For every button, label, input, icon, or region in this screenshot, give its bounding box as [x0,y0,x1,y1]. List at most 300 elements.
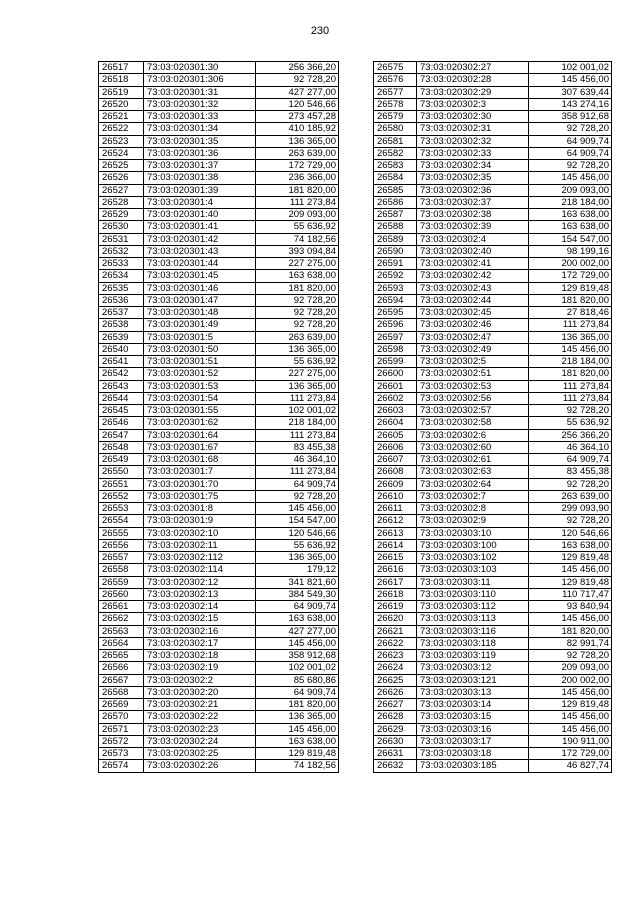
cadastral-value-cell: 64 909,74 [529,147,612,159]
table-row [99,172,339,184]
table-row [374,368,612,380]
cadastral-value-cell: 102 001,02 [256,662,339,674]
table-row [99,258,339,270]
row-number-cell: 26576 [374,74,417,86]
row-number-cell: 26544 [99,392,144,404]
cadastral-number-cell: 73:03:020301:43 [144,245,256,257]
row-number-cell: 26610 [374,490,417,502]
row-number-cell: 26632 [374,760,417,772]
row-number-cell: 26521 [99,111,144,123]
cadastral-number-cell: 73:03:020302:40 [417,245,529,257]
table-row [99,588,339,600]
row-number-cell: 26602 [374,392,417,404]
cadastral-value-cell: 145 456,00 [256,503,339,515]
table-row [99,503,339,515]
table-row [99,515,339,527]
cadastral-value-cell: 145 456,00 [529,343,612,355]
cadastral-value-cell: 74 182,56 [256,233,339,245]
cadastral-value-cell: 145 456,00 [256,637,339,649]
row-number-cell: 26600 [374,368,417,380]
cadastral-value-cell: 181 820,00 [256,699,339,711]
row-number-cell: 26546 [99,417,144,429]
table-row [374,62,612,74]
cadastral-value-cell: 263 639,00 [256,331,339,343]
cadastral-value-cell: 181 820,00 [256,184,339,196]
row-number-cell: 26624 [374,662,417,674]
table-row [99,552,339,564]
table-row [374,331,612,343]
row-number-cell: 26523 [99,135,144,147]
row-number-cell: 26538 [99,319,144,331]
cadastral-number-cell: 73:03:020302:45 [417,307,529,319]
table-row [99,98,339,110]
cadastral-number-cell: 73:03:020301:4 [144,196,256,208]
cadastral-number-cell: 73:03:020302:34 [417,160,529,172]
row-number-cell: 26553 [99,503,144,515]
cadastral-number-cell: 73:03:020303:10 [417,527,529,539]
table-row [374,380,612,392]
cadastral-value-cell: 55 636,92 [256,539,339,551]
table-row [374,699,612,711]
table-row [374,245,612,257]
cadastral-number-cell: 73:03:020301:7 [144,466,256,478]
cadastral-number-cell: 73:03:020303:16 [417,723,529,735]
cadastral-number-cell: 73:03:020301:46 [144,282,256,294]
table-row [374,209,612,221]
cadastral-number-cell: 73:03:020303:14 [417,699,529,711]
table-row [99,699,339,711]
table-row [374,123,612,135]
cadastral-number-cell: 73:03:020302:46 [417,319,529,331]
table-row [374,723,612,735]
cadastral-number-cell: 73:03:020302:11 [144,539,256,551]
table-row [99,62,339,74]
table-row [374,172,612,184]
cadastral-number-cell: 73:03:020302:39 [417,221,529,233]
cadastral-number-cell: 73:03:020302:25 [144,748,256,760]
row-number-cell: 26574 [99,760,144,772]
cadastral-number-cell: 73:03:020302:58 [417,417,529,429]
row-number-cell: 26618 [374,588,417,600]
table-row [99,711,339,723]
table-row [374,294,612,306]
cadastral-number-cell: 73:03:020302:30 [417,111,529,123]
table-row [99,601,339,613]
cadastral-number-cell: 73:03:020302:57 [417,405,529,417]
cadastral-value-cell: 136 365,00 [529,331,612,343]
cadastral-number-cell: 73:03:020302:20 [144,686,256,698]
row-number-cell: 26606 [374,441,417,453]
cadastral-value-cell: 64 909,74 [256,478,339,490]
table-row [374,98,612,110]
table-row [374,196,612,208]
cadastral-value-cell: 209 093,00 [529,184,612,196]
row-number-cell: 26562 [99,613,144,625]
table-row [99,160,339,172]
table-row [374,392,612,404]
cadastral-number-cell: 73:03:020302:22 [144,711,256,723]
cadastral-value-cell: 145 456,00 [529,74,612,86]
cadastral-number-cell: 73:03:020301:5 [144,331,256,343]
cadastral-value-cell: 341 821,60 [256,576,339,588]
cadastral-value-cell: 181 820,00 [529,368,612,380]
table-row [374,760,612,772]
cadastral-value-cell: 110 717,47 [529,588,612,600]
cadastral-value-cell: 92 728,20 [256,319,339,331]
cadastral-value-cell: 136 365,00 [256,552,339,564]
cadastral-number-cell: 73:03:020302:60 [417,441,529,453]
cadastral-value-cell: 181 820,00 [529,294,612,306]
cadastral-value-cell: 27 818,46 [529,307,612,319]
cadastral-number-cell: 73:03:020301:67 [144,441,256,453]
table-row [99,748,339,760]
row-number-cell: 26593 [374,282,417,294]
row-number-cell: 26580 [374,123,417,135]
table-row [99,209,339,221]
cadastral-number-cell: 73:03:020301:53 [144,380,256,392]
row-number-cell: 26559 [99,576,144,588]
cadastral-value-cell: 120 546,66 [256,98,339,110]
cadastral-value-cell: 136 365,00 [256,135,339,147]
cadastral-value-cell: 154 547,00 [529,233,612,245]
cadastral-value-cell: 111 273,84 [529,319,612,331]
row-number-cell: 26608 [374,466,417,478]
cadastral-number-cell: 73:03:020301:31 [144,86,256,98]
table-row [374,748,612,760]
row-number-cell: 26549 [99,454,144,466]
cadastral-number-cell: 73:03:020302:5 [417,356,529,368]
table-row [99,441,339,453]
cadastral-number-cell: 73:03:020301:62 [144,417,256,429]
cadastral-value-cell: 111 273,84 [256,429,339,441]
table-row [374,650,612,662]
cadastral-number-cell: 73:03:020301:68 [144,454,256,466]
cadastral-value-cell: 111 273,84 [529,380,612,392]
cadastral-value-cell: 227 275,00 [256,368,339,380]
row-number-cell: 26524 [99,147,144,159]
table-row [374,343,612,355]
row-number-cell: 26540 [99,343,144,355]
cadastral-value-cell: 83 455,38 [256,441,339,453]
row-number-cell: 26532 [99,245,144,257]
cadastral-value-cell: 163 638,00 [529,539,612,551]
row-number-cell: 26587 [374,209,417,221]
table-row [99,86,339,98]
cadastral-value-cell: 227 275,00 [256,258,339,270]
cadastral-number-cell: 73:03:020302:10 [144,527,256,539]
table-row [374,527,612,539]
cadastral-number-cell: 73:03:020301:55 [144,405,256,417]
cadastral-value-cell: 64 909,74 [256,601,339,613]
cadastral-number-cell: 73:03:020302:49 [417,343,529,355]
row-number-cell: 26627 [374,699,417,711]
cadastral-value-cell: 143 274,16 [529,98,612,110]
table-row [99,343,339,355]
cadastral-number-cell: 73:03:020302:24 [144,735,256,747]
row-number-cell: 26578 [374,98,417,110]
table-row [374,686,612,698]
cadastral-number-cell: 73:03:020302:14 [144,601,256,613]
table-body-right [374,62,612,773]
row-number-cell: 26607 [374,454,417,466]
table-row [99,282,339,294]
cadastral-value-cell: 145 456,00 [529,686,612,698]
cadastral-value-cell: 209 093,00 [529,662,612,674]
cadastral-number-cell: 73:03:020302:37 [417,196,529,208]
cadastral-number-cell: 73:03:020301:32 [144,98,256,110]
cadastral-number-cell: 73:03:020302:51 [417,368,529,380]
cadastral-number-cell: 73:03:020302:17 [144,637,256,649]
table-row [99,233,339,245]
table-row [99,564,339,576]
cadastral-value-cell: 218 184,00 [256,417,339,429]
table-row [374,135,612,147]
cadastral-value-cell: 111 273,84 [256,196,339,208]
row-number-cell: 26614 [374,539,417,551]
row-number-cell: 26583 [374,160,417,172]
table-row [374,111,612,123]
row-number-cell: 26594 [374,294,417,306]
row-number-cell: 26605 [374,429,417,441]
cadastral-number-cell: 73:03:020301:51 [144,356,256,368]
table-row [99,111,339,123]
cadastral-value-cell: 410 185,92 [256,123,339,135]
cadastral-number-cell: 73:03:020303:11 [417,576,529,588]
row-number-cell: 26596 [374,319,417,331]
cadastral-value-cell: 92 728,20 [529,405,612,417]
cadastral-value-cell: 102 001,02 [529,62,612,74]
cadastral-number-cell: 73:03:020301:50 [144,343,256,355]
row-number-cell: 26517 [99,62,144,74]
row-number-cell: 26622 [374,637,417,649]
row-number-cell: 26541 [99,356,144,368]
table-row [99,429,339,441]
cadastral-number-cell: 73:03:020302:19 [144,662,256,674]
cadastral-number-cell: 73:03:020302:4 [417,233,529,245]
row-number-cell: 26543 [99,380,144,392]
row-number-cell: 26630 [374,735,417,747]
table-row [99,74,339,86]
cadastral-number-cell: 73:03:020302:31 [417,123,529,135]
cadastral-number-cell: 73:03:020302:61 [417,454,529,466]
row-number-cell: 26568 [99,686,144,698]
registry-table-left [98,61,339,773]
table-row [374,539,612,551]
cadastral-value-cell: 200 002,00 [529,674,612,686]
cadastral-number-cell: 73:03:020301:9 [144,515,256,527]
cadastral-value-cell: 93 840,94 [529,601,612,613]
table-row [374,490,612,502]
row-number-cell: 26534 [99,270,144,282]
cadastral-value-cell: 145 456,00 [529,723,612,735]
cadastral-value-cell: 218 184,00 [529,356,612,368]
row-number-cell: 26564 [99,637,144,649]
cadastral-number-cell: 73:03:020302:29 [417,86,529,98]
row-number-cell: 26590 [374,245,417,257]
cadastral-value-cell: 384 549,30 [256,588,339,600]
row-number-cell: 26547 [99,429,144,441]
table-row [374,662,612,674]
cadastral-number-cell: 73:03:020302:7 [417,490,529,502]
table-row [374,625,612,637]
cadastral-number-cell: 73:03:020301:45 [144,270,256,282]
table-row [374,319,612,331]
table-row [99,221,339,233]
cadastral-value-cell: 46 827,74 [529,760,612,772]
cadastral-value-cell: 200 002,00 [529,258,612,270]
table-row [99,294,339,306]
table-row [374,282,612,294]
cadastral-value-cell: 55 636,92 [529,417,612,429]
table-row [99,686,339,698]
cadastral-value-cell: 163 638,00 [256,270,339,282]
cadastral-number-cell: 73:03:020302:13 [144,588,256,600]
cadastral-value-cell: 129 819,48 [529,552,612,564]
cadastral-value-cell: 172 729,00 [529,748,612,760]
cadastral-value-cell: 92 728,20 [529,650,612,662]
row-number-cell: 26561 [99,601,144,613]
cadastral-value-cell: 92 728,20 [529,515,612,527]
cadastral-number-cell: 73:03:020301:48 [144,307,256,319]
cadastral-value-cell: 64 909,74 [529,454,612,466]
cadastral-value-cell: 111 273,84 [529,392,612,404]
cadastral-number-cell: 73:03:020302:112 [144,552,256,564]
cadastral-value-cell: 145 456,00 [529,613,612,625]
row-number-cell: 26575 [374,62,417,74]
cadastral-number-cell: 73:03:020303:18 [417,748,529,760]
cadastral-number-cell: 73:03:020303:17 [417,735,529,747]
row-number-cell: 26537 [99,307,144,319]
cadastral-value-cell: 263 639,00 [256,147,339,159]
table-row [99,405,339,417]
cadastral-value-cell: 120 546,66 [256,527,339,539]
table-row [374,637,612,649]
cadastral-value-cell: 111 273,84 [256,466,339,478]
cadastral-value-cell: 236 366,00 [256,172,339,184]
table-row [374,307,612,319]
cadastral-number-cell: 73:03:020301:306 [144,74,256,86]
table-row [99,417,339,429]
cadastral-number-cell: 73:03:020302:64 [417,478,529,490]
row-number-cell: 26599 [374,356,417,368]
row-number-cell: 26629 [374,723,417,735]
table-row [374,429,612,441]
table-row [99,392,339,404]
cadastral-number-cell: 73:03:020302:27 [417,62,529,74]
cadastral-number-cell: 73:03:020301:33 [144,111,256,123]
cadastral-value-cell: 172 729,00 [256,160,339,172]
cadastral-value-cell: 129 819,48 [529,576,612,588]
cadastral-number-cell: 73:03:020301:47 [144,294,256,306]
cadastral-number-cell: 73:03:020303:102 [417,552,529,564]
cadastral-number-cell: 73:03:020303:100 [417,539,529,551]
row-number-cell: 26557 [99,552,144,564]
table-row [374,405,612,417]
row-number-cell: 26520 [99,98,144,110]
row-number-cell: 26560 [99,588,144,600]
cadastral-number-cell: 73:03:020302:6 [417,429,529,441]
row-number-cell: 26530 [99,221,144,233]
row-number-cell: 26598 [374,343,417,355]
table-row [99,760,339,772]
table-row [99,123,339,135]
table-row [99,331,339,343]
cadastral-value-cell: 358 912,68 [256,650,339,662]
row-number-cell: 26573 [99,748,144,760]
cadastral-value-cell: 145 456,00 [529,711,612,723]
cadastral-value-cell: 209 093,00 [256,209,339,221]
table-row [374,74,612,86]
row-number-cell: 26528 [99,196,144,208]
cadastral-value-cell: 181 820,00 [256,282,339,294]
row-number-cell: 26558 [99,564,144,576]
table-row [99,674,339,686]
table-row [99,613,339,625]
cadastral-number-cell: 73:03:020301:70 [144,478,256,490]
row-number-cell: 26542 [99,368,144,380]
cadastral-value-cell: 83 455,38 [529,466,612,478]
row-number-cell: 26570 [99,711,144,723]
table-row [374,601,612,613]
table-row [99,454,339,466]
row-number-cell: 26582 [374,147,417,159]
table-row [99,527,339,539]
cadastral-number-cell: 73:03:020302:32 [417,135,529,147]
cadastral-number-cell: 73:03:020302:36 [417,184,529,196]
cadastral-value-cell: 172 729,00 [529,270,612,282]
row-number-cell: 26566 [99,662,144,674]
cadastral-number-cell: 73:03:020303:119 [417,650,529,662]
table-row [374,576,612,588]
row-number-cell: 26550 [99,466,144,478]
row-number-cell: 26613 [374,527,417,539]
table-row [374,466,612,478]
cadastral-value-cell: 163 638,00 [256,735,339,747]
cadastral-number-cell: 73:03:020301:41 [144,221,256,233]
row-number-cell: 26555 [99,527,144,539]
table-row [99,539,339,551]
cadastral-value-cell: 129 819,48 [529,282,612,294]
row-number-cell: 26625 [374,674,417,686]
row-number-cell: 26584 [374,172,417,184]
cadastral-value-cell: 273 457,28 [256,111,339,123]
cadastral-number-cell: 73:03:020302:44 [417,294,529,306]
table-row [99,196,339,208]
row-number-cell: 26620 [374,613,417,625]
row-number-cell: 26527 [99,184,144,196]
cadastral-number-cell: 73:03:020302:23 [144,723,256,735]
cadastral-value-cell: 299 093,90 [529,503,612,515]
cadastral-number-cell: 73:03:020303:15 [417,711,529,723]
registry-table-right [373,61,612,773]
cadastral-value-cell: 393 094,84 [256,245,339,257]
table-row [99,466,339,478]
cadastral-number-cell: 73:03:020303:110 [417,588,529,600]
cadastral-value-cell: 92 728,20 [256,294,339,306]
row-number-cell: 26563 [99,625,144,637]
cadastral-value-cell: 120 546,66 [529,527,612,539]
cadastral-number-cell: 73:03:020302:114 [144,564,256,576]
cadastral-number-cell: 73:03:020302:28 [417,74,529,86]
page-number: 230 [310,25,330,37]
row-number-cell: 26597 [374,331,417,343]
row-number-cell: 26579 [374,111,417,123]
cadastral-value-cell: 92 728,20 [529,160,612,172]
row-number-cell: 26531 [99,233,144,245]
table-row [99,380,339,392]
row-number-cell: 26572 [99,735,144,747]
table-row [99,356,339,368]
